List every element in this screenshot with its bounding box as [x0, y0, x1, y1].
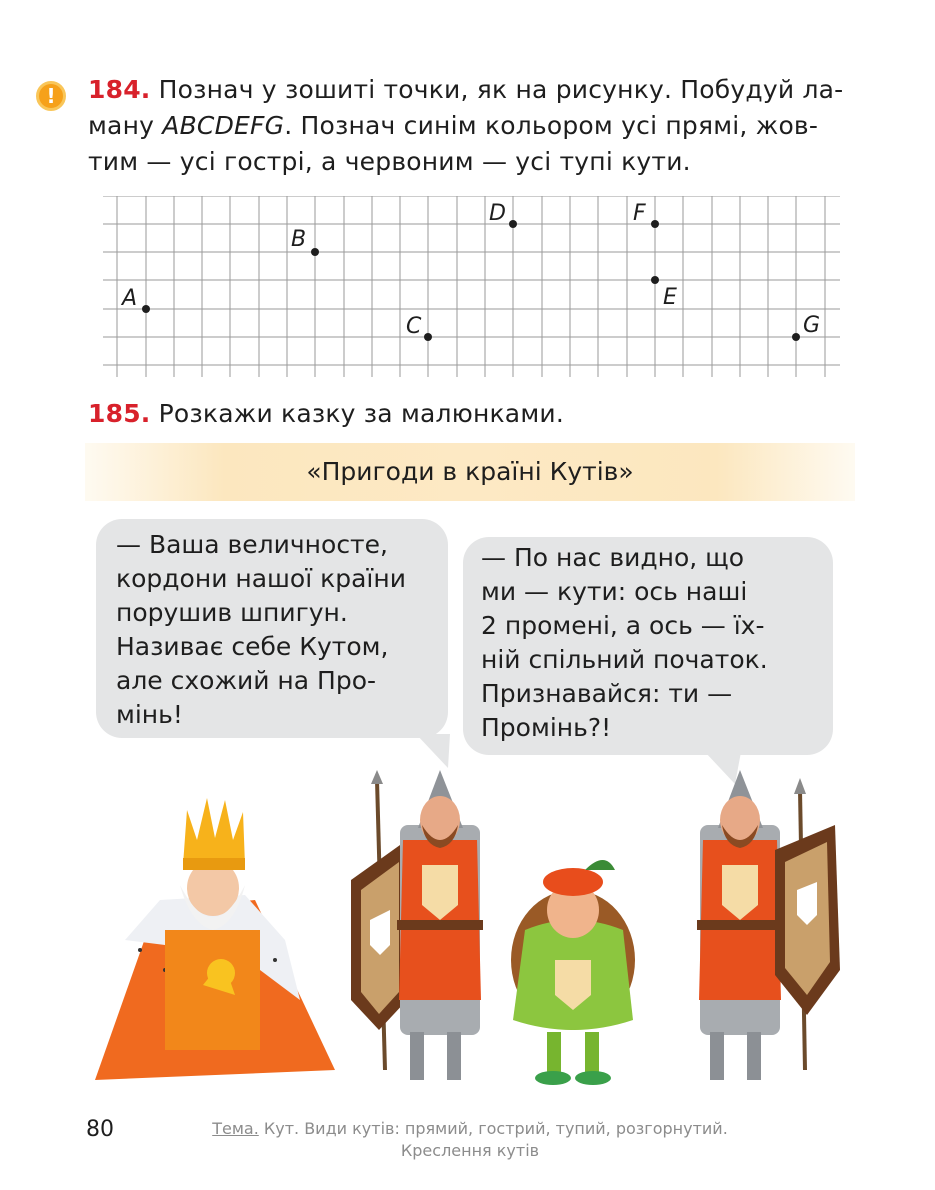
story-title: «Пригоди в країні Кутів»	[306, 457, 634, 486]
bubble-1-line: Називає себе Кутом,	[116, 632, 389, 661]
point-b	[311, 248, 319, 256]
point-c	[424, 333, 432, 341]
point-d	[509, 220, 517, 228]
bubble-1-line: кордони нашої країни	[116, 564, 406, 593]
point-f	[651, 220, 659, 228]
point-a	[142, 305, 150, 313]
task-185-text	[88, 396, 858, 432]
page-number: 80	[86, 1117, 114, 1142]
footer-topic-label: Тема.	[212, 1119, 259, 1138]
speech-bubble-guard	[96, 519, 448, 738]
point-label-b: B	[291, 227, 307, 252]
king-figure	[95, 798, 335, 1080]
task-184-line-2-pre: ману	[88, 111, 163, 140]
footer-line-1	[160, 1118, 780, 1140]
story-title-band	[85, 443, 855, 501]
point-label-d: D	[489, 201, 506, 226]
task-185-line	[88, 396, 858, 432]
task-184-line-1-text: Познач у зошиті точки, як на рисунку. Побудуй ла-	[158, 75, 844, 104]
bubble-1-line: — Ваша величносте,	[116, 530, 388, 559]
exclamation-icon	[36, 81, 66, 111]
guard-right-figure	[697, 770, 840, 1080]
page-footer	[160, 1118, 780, 1162]
spy-figure	[511, 860, 635, 1085]
bubble-2-line: 2 промені, а ось — їх-	[481, 611, 765, 640]
speech-bubble-guard-right	[463, 537, 833, 755]
guard-left-figure	[351, 770, 483, 1080]
grid-lines	[103, 196, 840, 377]
bubble-2-line: Признавайся: ти —	[481, 679, 733, 708]
task-185-number: 185.	[88, 399, 151, 428]
task-184-line-2-post: . Познач синім кольором усі прямі, жов-	[284, 111, 819, 140]
exclamation-glyph: !	[46, 84, 56, 108]
point-g	[792, 333, 800, 341]
point-label-e: E	[663, 285, 677, 310]
bubble-2-line: — По нас видно, що	[481, 543, 744, 572]
task-184-line-2	[88, 108, 858, 144]
points-grid	[103, 196, 840, 377]
bubble-1-tail	[416, 734, 456, 770]
grid-points	[120, 201, 820, 341]
grid-svg	[103, 196, 840, 377]
bubble-2-line: ми — кути: ось наші	[481, 577, 748, 606]
polyline-name: ABCDEFG	[162, 111, 285, 140]
bubble-2-line: ній спільний початок.	[481, 645, 768, 674]
point-label-f: F	[633, 201, 646, 226]
bubble-1-line: але схожий на Про-	[116, 666, 377, 695]
point-label-c: C	[406, 314, 422, 339]
bubble-1-line: мінь!	[116, 700, 183, 729]
point-label-a: A	[122, 286, 138, 311]
task-184-line-3: тим — усі гострі, а червоним — усі тупі кути.	[88, 147, 691, 176]
characters-svg	[85, 770, 855, 1090]
task-184-line-1	[88, 72, 858, 108]
task-184-text	[88, 72, 858, 180]
footer-line-2: Креслення кутів	[400, 1141, 540, 1160]
bubble-1-line: порушив шпигун.	[116, 598, 348, 627]
point-label-g: G	[803, 313, 821, 338]
footer-topic-text: Кут. Види кутів: прямий, гострий, тупий, розгорнутий.	[258, 1119, 728, 1138]
task-185-instruction: Розкажи казку за малюнками.	[158, 399, 564, 428]
fairy-tale-illustration	[85, 770, 855, 1090]
task-184-number: 184.	[88, 75, 151, 104]
point-e	[651, 276, 659, 284]
bubble-2-line: Промінь?!	[481, 713, 612, 742]
